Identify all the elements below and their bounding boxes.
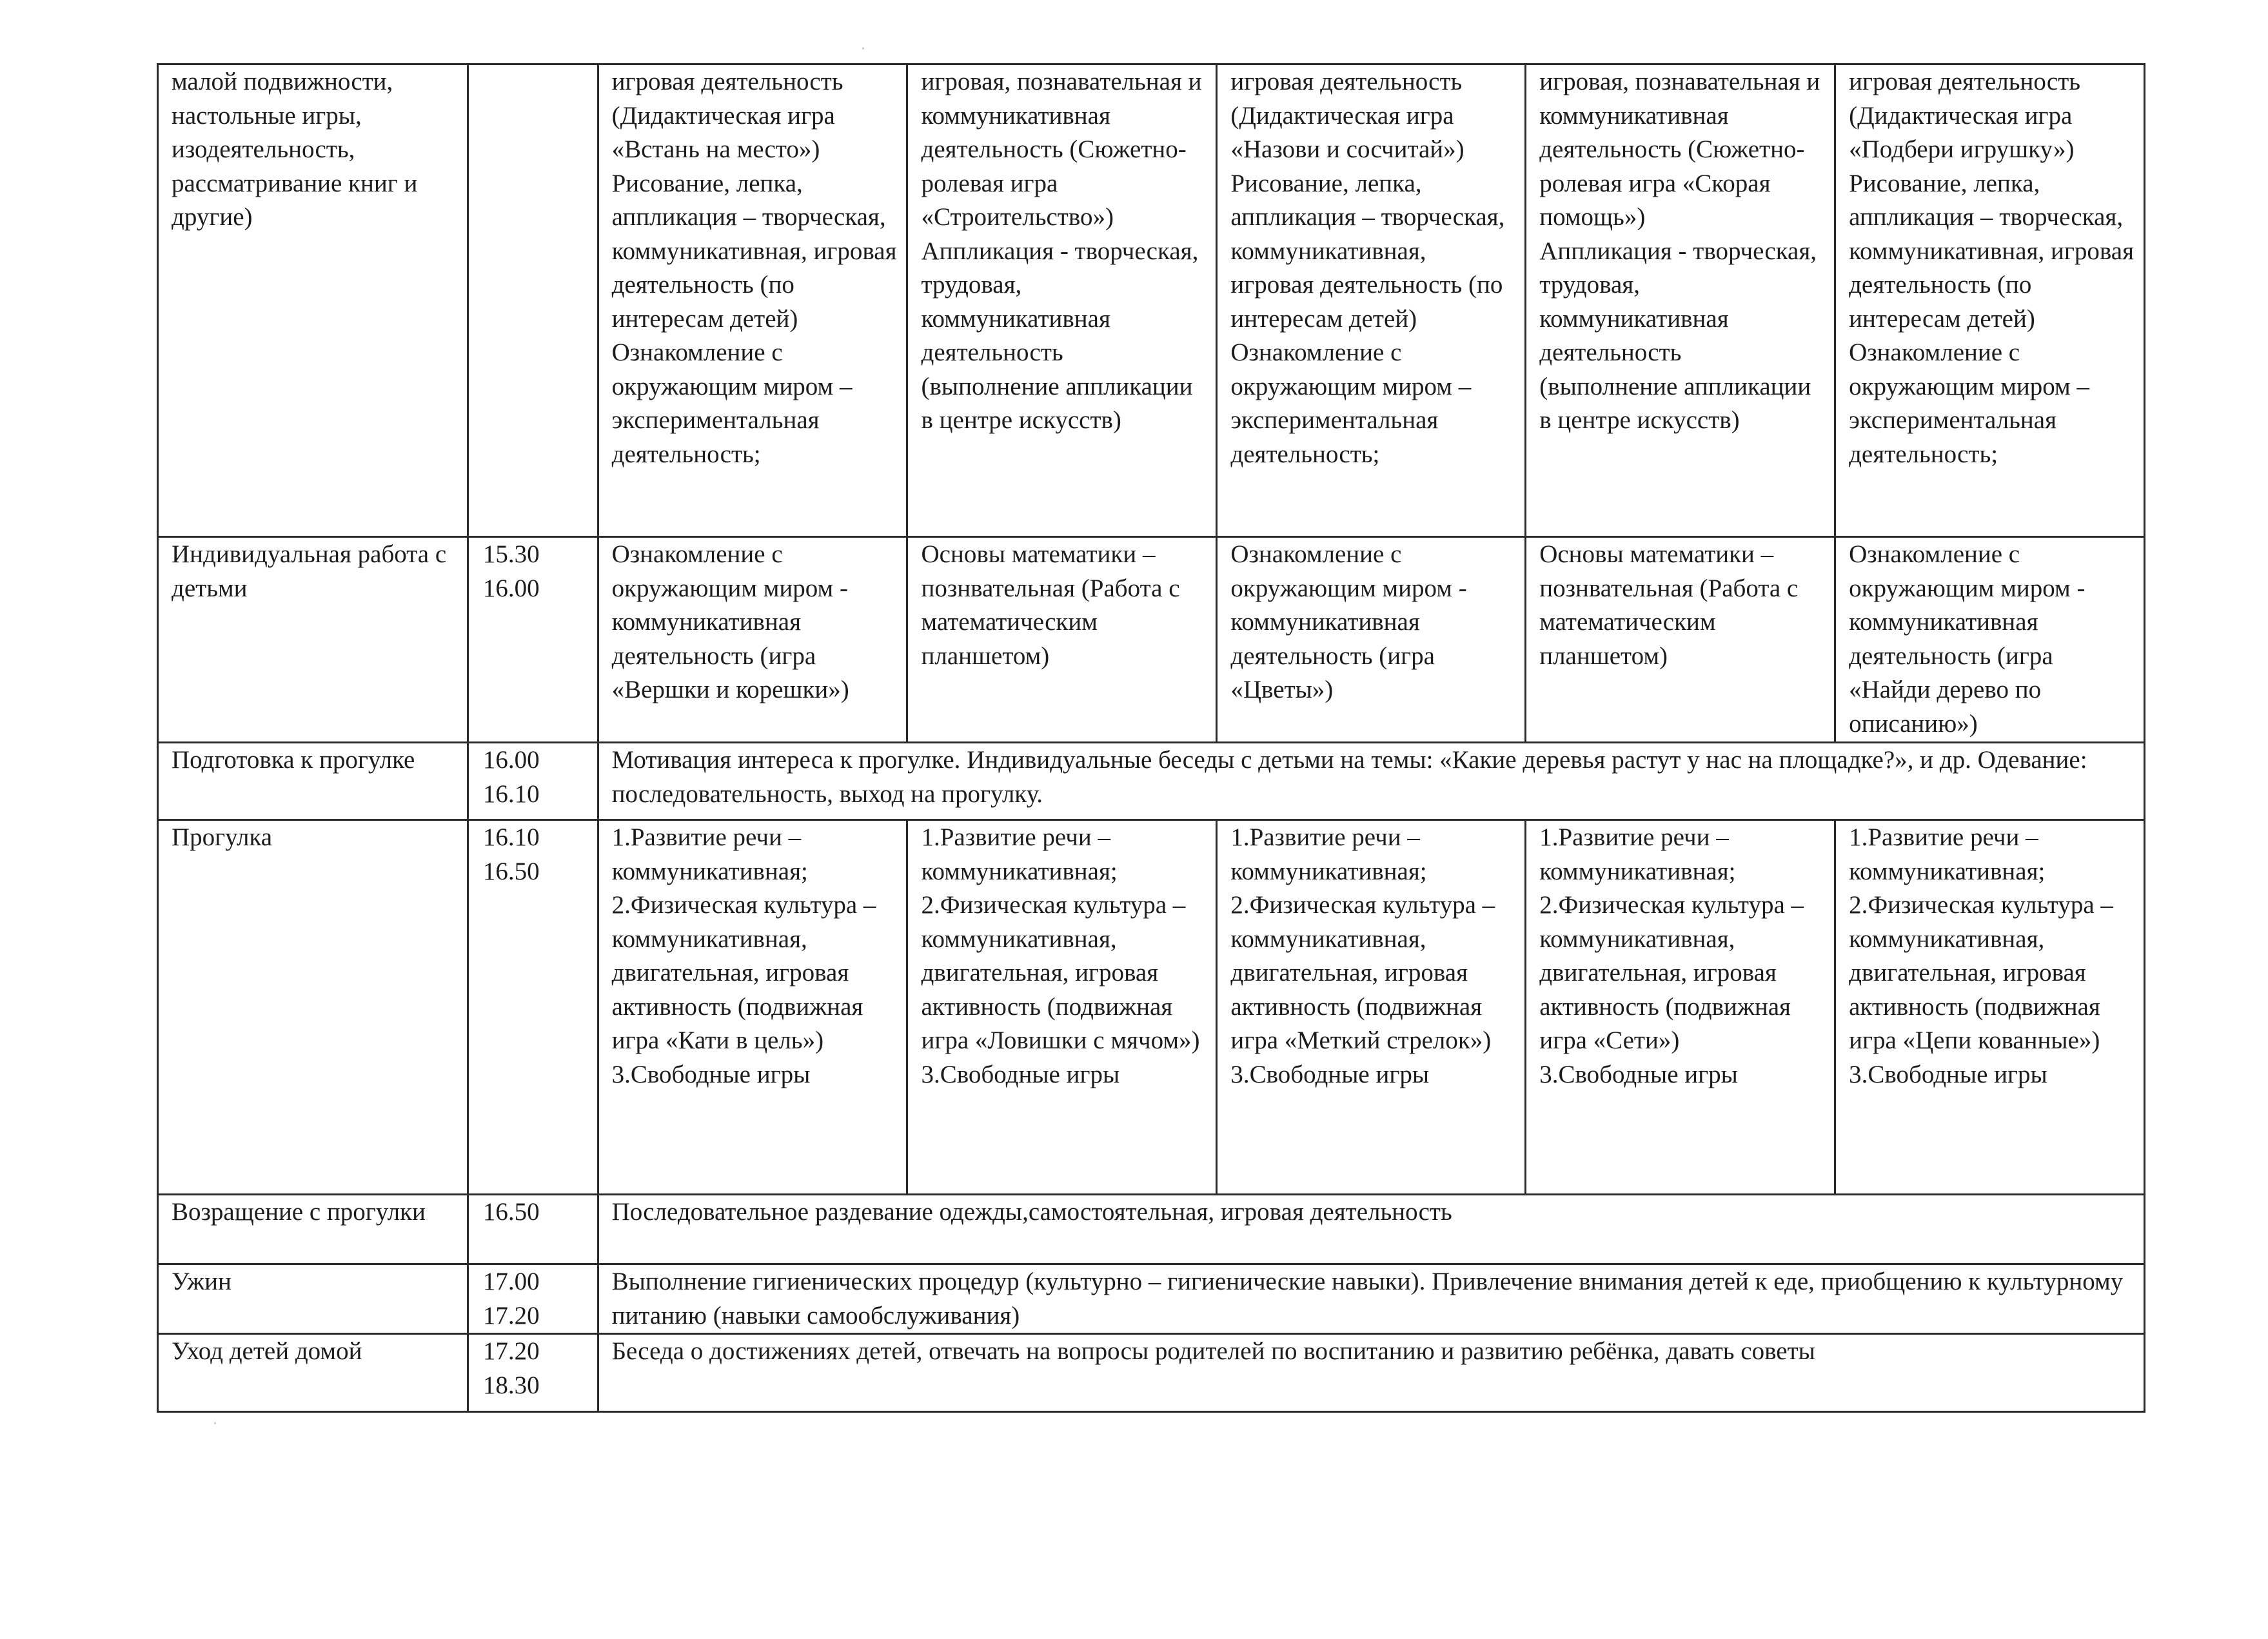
day-cell-4: 1.Развитие речи – коммуникативная; 2.Физическая культура – коммуникативная, двигательная, игровая активность (подвижная игра «Сети») 3.Свободные игры bbox=[1526, 820, 1835, 1195]
activity-cell: Прогулка bbox=[158, 820, 468, 1195]
day-cell-3: игровая деятельность (Дидактическая игра «Назови и сосчитай») Рисование, лепка, аппликация – творческая, коммуникативная, игровая деятельность (по интересам детей) Ознакомление с окружающим миром – экспериментальная деятельность; bbox=[1217, 64, 1526, 537]
time-cell: 16.10 16.50 bbox=[468, 820, 598, 1195]
time-cell: 17.00 17.20 bbox=[468, 1264, 598, 1334]
time-cell: 17.20 18.30 bbox=[468, 1334, 598, 1412]
activity-cell: Ужин bbox=[158, 1264, 468, 1334]
activity-cell: Подготовка к прогулке bbox=[158, 743, 468, 820]
merged-description-cell: Последовательное раздевание одежды,самостоятельная, игровая деятельность bbox=[598, 1195, 2144, 1264]
day-cell-2: игровая, познавательная и коммуникативная деятельность (Сюжетно-ролевая игра «Строительство») Аппликация - творческая, трудовая, коммуникативная деятельность (выполнение аппликации в центре искусств) bbox=[907, 64, 1217, 537]
merged-description-cell: Беседа о достижениях детей, отвечать на вопросы родителей по воспитанию и развитию ребёнка, давать советы bbox=[598, 1334, 2144, 1412]
day-cell-4: Основы математики – познвательная (Работа с математическим планшетом) bbox=[1526, 537, 1835, 743]
day-cell-3: Ознакомление с окружающим миром - коммуникативная деятельность (игра «Цветы») bbox=[1217, 537, 1526, 743]
time-cell: 15.30 16.00 bbox=[468, 537, 598, 743]
merged-description-cell: Мотивация интереса к прогулке. Индивидуальные беседы с детьми на темы: «Какие деревья растут у нас на площадке?», и др. Одевание: последовательность, выход на прогулку. bbox=[598, 743, 2144, 820]
table-row-continued bbox=[158, 64, 2145, 537]
activity-cell: Возращение с прогулки bbox=[158, 1195, 468, 1264]
schedule-page bbox=[157, 63, 2145, 1413]
day-cell-3: 1.Развитие речи – коммуникативная; 2.Физическая культура – коммуникативная, двигательная, игровая активность (подвижная игра «Меткий стрелок») 3.Свободные игры bbox=[1217, 820, 1526, 1195]
time-cell: 16.00 16.10 bbox=[468, 743, 598, 820]
day-cell-5: Ознакомление с окружающим миром - коммуникативная деятельность (игра «Найди дерево по описанию») bbox=[1835, 537, 2145, 743]
table-row-return bbox=[158, 1195, 2145, 1264]
table-row-dinner bbox=[158, 1264, 2145, 1334]
day-cell-5: игровая деятельность (Дидактическая игра «Подбери игрушку») Рисование, лепка, аппликация – творческая, коммуникативная, игровая деятельность (по интересам детей) Ознакомление с окружающим миром – экспериментальная деятельность; bbox=[1835, 64, 2145, 537]
day-cell-2: 1.Развитие речи – коммуникативная; 2.Физическая культура – коммуникативная, двигательная, игровая активность (подвижная игра «Ловишки с мячом») 3.Свободные игры bbox=[907, 820, 1217, 1195]
day-cell-5: 1.Развитие речи – коммуникативная; 2.Физическая культура – коммуникативная, двигательная, игровая активность (подвижная игра «Цепи кованные») 3.Свободные игры bbox=[1835, 820, 2145, 1195]
activity-cell: Уход детей домой bbox=[158, 1334, 468, 1412]
day-cell-1: 1.Развитие речи – коммуникативная; 2.Физическая культура – коммуникативная, двигательная, игровая активность (подвижная игра «Кати в цель») 3.Свободные игры bbox=[598, 820, 907, 1195]
table-row-individual-work bbox=[158, 537, 2145, 743]
day-cell-1: игровая деятельность (Дидактическая игра «Встань на место») Рисование, лепка, аппликация – творческая, коммуникативная, игровая деятельность (по интересам детей) Ознакомление с окружающим миром – экспериментальная деятельность; bbox=[598, 64, 907, 537]
activity-cell: Индивидуальная работа с детьми bbox=[158, 537, 468, 743]
day-cell-2: Основы математики – познвательная (Работа с математическим планшетом) bbox=[907, 537, 1217, 743]
scan-speck: · bbox=[861, 41, 865, 57]
table-row-walk-prep bbox=[158, 743, 2145, 820]
time-cell: 16.50 bbox=[468, 1195, 598, 1264]
merged-description-cell: Выполнение гигиенических процедур (культурно – гигиенические навыки). Привлечение внимания детей к еде, приобщению к культурному питанию (навыки самообслуживания) bbox=[598, 1264, 2144, 1334]
table-row-going-home bbox=[158, 1334, 2145, 1412]
scan-speck: · bbox=[213, 1416, 217, 1432]
day-cell-1: Ознакомление с окружающим миром - коммуникативная деятельность (игра «Вершки и корешки») bbox=[598, 537, 907, 743]
time-cell bbox=[468, 64, 598, 537]
day-cell-4: игровая, познавательная и коммуникативная деятельность (Сюжетно-ролевая игра «Скорая помощь») Аппликация - творческая, трудовая, коммуникативная деятельность (выполнение аппликации в центре искусств) bbox=[1526, 64, 1835, 537]
table-row-walk bbox=[158, 820, 2145, 1195]
daily-schedule-table bbox=[157, 63, 2145, 1413]
activity-cell: малой подвижности, настольные игры, изодеятельность, рассматривание книг и другие) bbox=[158, 64, 468, 537]
